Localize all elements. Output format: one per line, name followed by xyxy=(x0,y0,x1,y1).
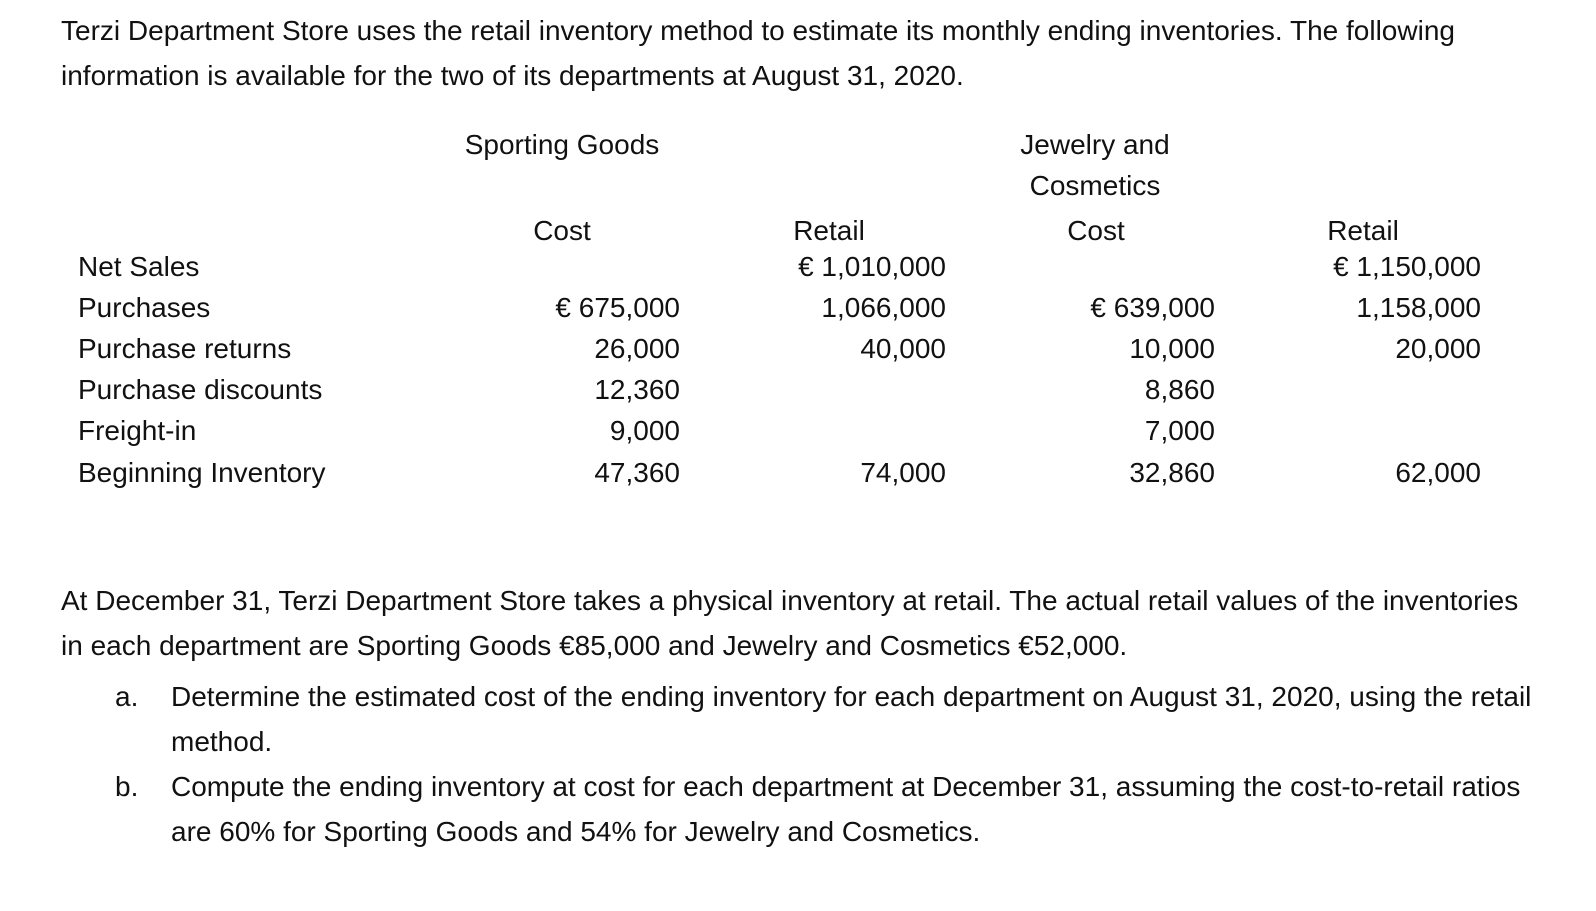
row-label: Freight-in xyxy=(78,415,197,446)
sg-retail-cell: € 1,010,000 xyxy=(798,251,946,282)
sg-cost-cell: 9,000 xyxy=(609,415,680,446)
sg-cost-cell: 26,000 xyxy=(594,333,680,364)
table-row xyxy=(0,246,1596,287)
table-row xyxy=(0,410,1596,451)
question-text: Compute the ending inventory at cost for each department at December 31, assuming the cost-to-retail ratios are 60% for Sporting Goods and 54% for Jewelry and Cosmetics. xyxy=(171,771,1521,847)
row-label: Purchase returns xyxy=(78,333,292,364)
jc-cost-cell: 7,000 xyxy=(1144,415,1215,446)
sg-retail-cell: 40,000 xyxy=(860,333,946,364)
sg-cost-cell: 47,360 xyxy=(594,457,680,488)
question-list xyxy=(115,674,1545,854)
col-header-jc-cost: Cost xyxy=(1067,215,1125,246)
col-header-sg-cost: Cost xyxy=(533,215,591,246)
jc-cost-cell: € 639,000 xyxy=(1090,292,1215,323)
dept-header-jewelry-line1: Jewelry and xyxy=(1020,129,1170,160)
row-label: Beginning Inventory xyxy=(78,457,326,488)
table-row xyxy=(0,328,1596,369)
sg-cost-cell: 12,360 xyxy=(594,374,680,405)
table-row xyxy=(0,452,1596,493)
jc-retail-cell: € 1,150,000 xyxy=(1333,251,1481,282)
sg-retail-cell: 74,000 xyxy=(860,457,946,488)
question-marker: a. xyxy=(115,681,139,712)
jc-retail-cell: 62,000 xyxy=(1395,457,1481,488)
col-header-jc-retail: Retail xyxy=(1327,215,1399,246)
sg-retail-cell: 1,066,000 xyxy=(821,292,946,323)
dept-header-jewelry-line2: Cosmetics xyxy=(1029,170,1161,201)
jc-cost-cell: 10,000 xyxy=(1129,333,1215,364)
jc-retail-cell: 1,158,000 xyxy=(1356,292,1481,323)
row-label: Purchases xyxy=(78,292,211,323)
row-label: Net Sales xyxy=(78,251,200,282)
question-item xyxy=(115,674,1545,764)
question-marker: b. xyxy=(115,771,139,802)
dept-header-sporting-goods: Sporting Goods xyxy=(464,129,660,160)
jc-retail-cell: 20,000 xyxy=(1395,333,1481,364)
jc-cost-cell: 8,860 xyxy=(1144,374,1215,405)
jc-cost-cell: 32,860 xyxy=(1129,457,1215,488)
question-item xyxy=(115,764,1545,854)
question-text: Determine the estimated cost of the ending inventory for each department on August 31, 2020, using the retail method. xyxy=(171,681,1532,757)
sg-cost-cell: € 675,000 xyxy=(555,292,680,323)
col-header-sg-retail: Retail xyxy=(793,215,865,246)
december-paragraph: At December 31, Terzi Department Store takes a physical inventory at retail. The actual retail values of the inventories in each department are Sporting Goods €85,000 and Jewelry and Cosmetics €52,000. xyxy=(61,585,1519,661)
row-label: Purchase discounts xyxy=(78,374,323,405)
table-row xyxy=(0,287,1596,328)
table-row xyxy=(0,369,1596,410)
intro-paragraph: Terzi Department Store uses the retail inventory method to estimate its monthly ending inventories. The following information is available for the two of its departments at August 31, 2020. xyxy=(61,15,1455,91)
